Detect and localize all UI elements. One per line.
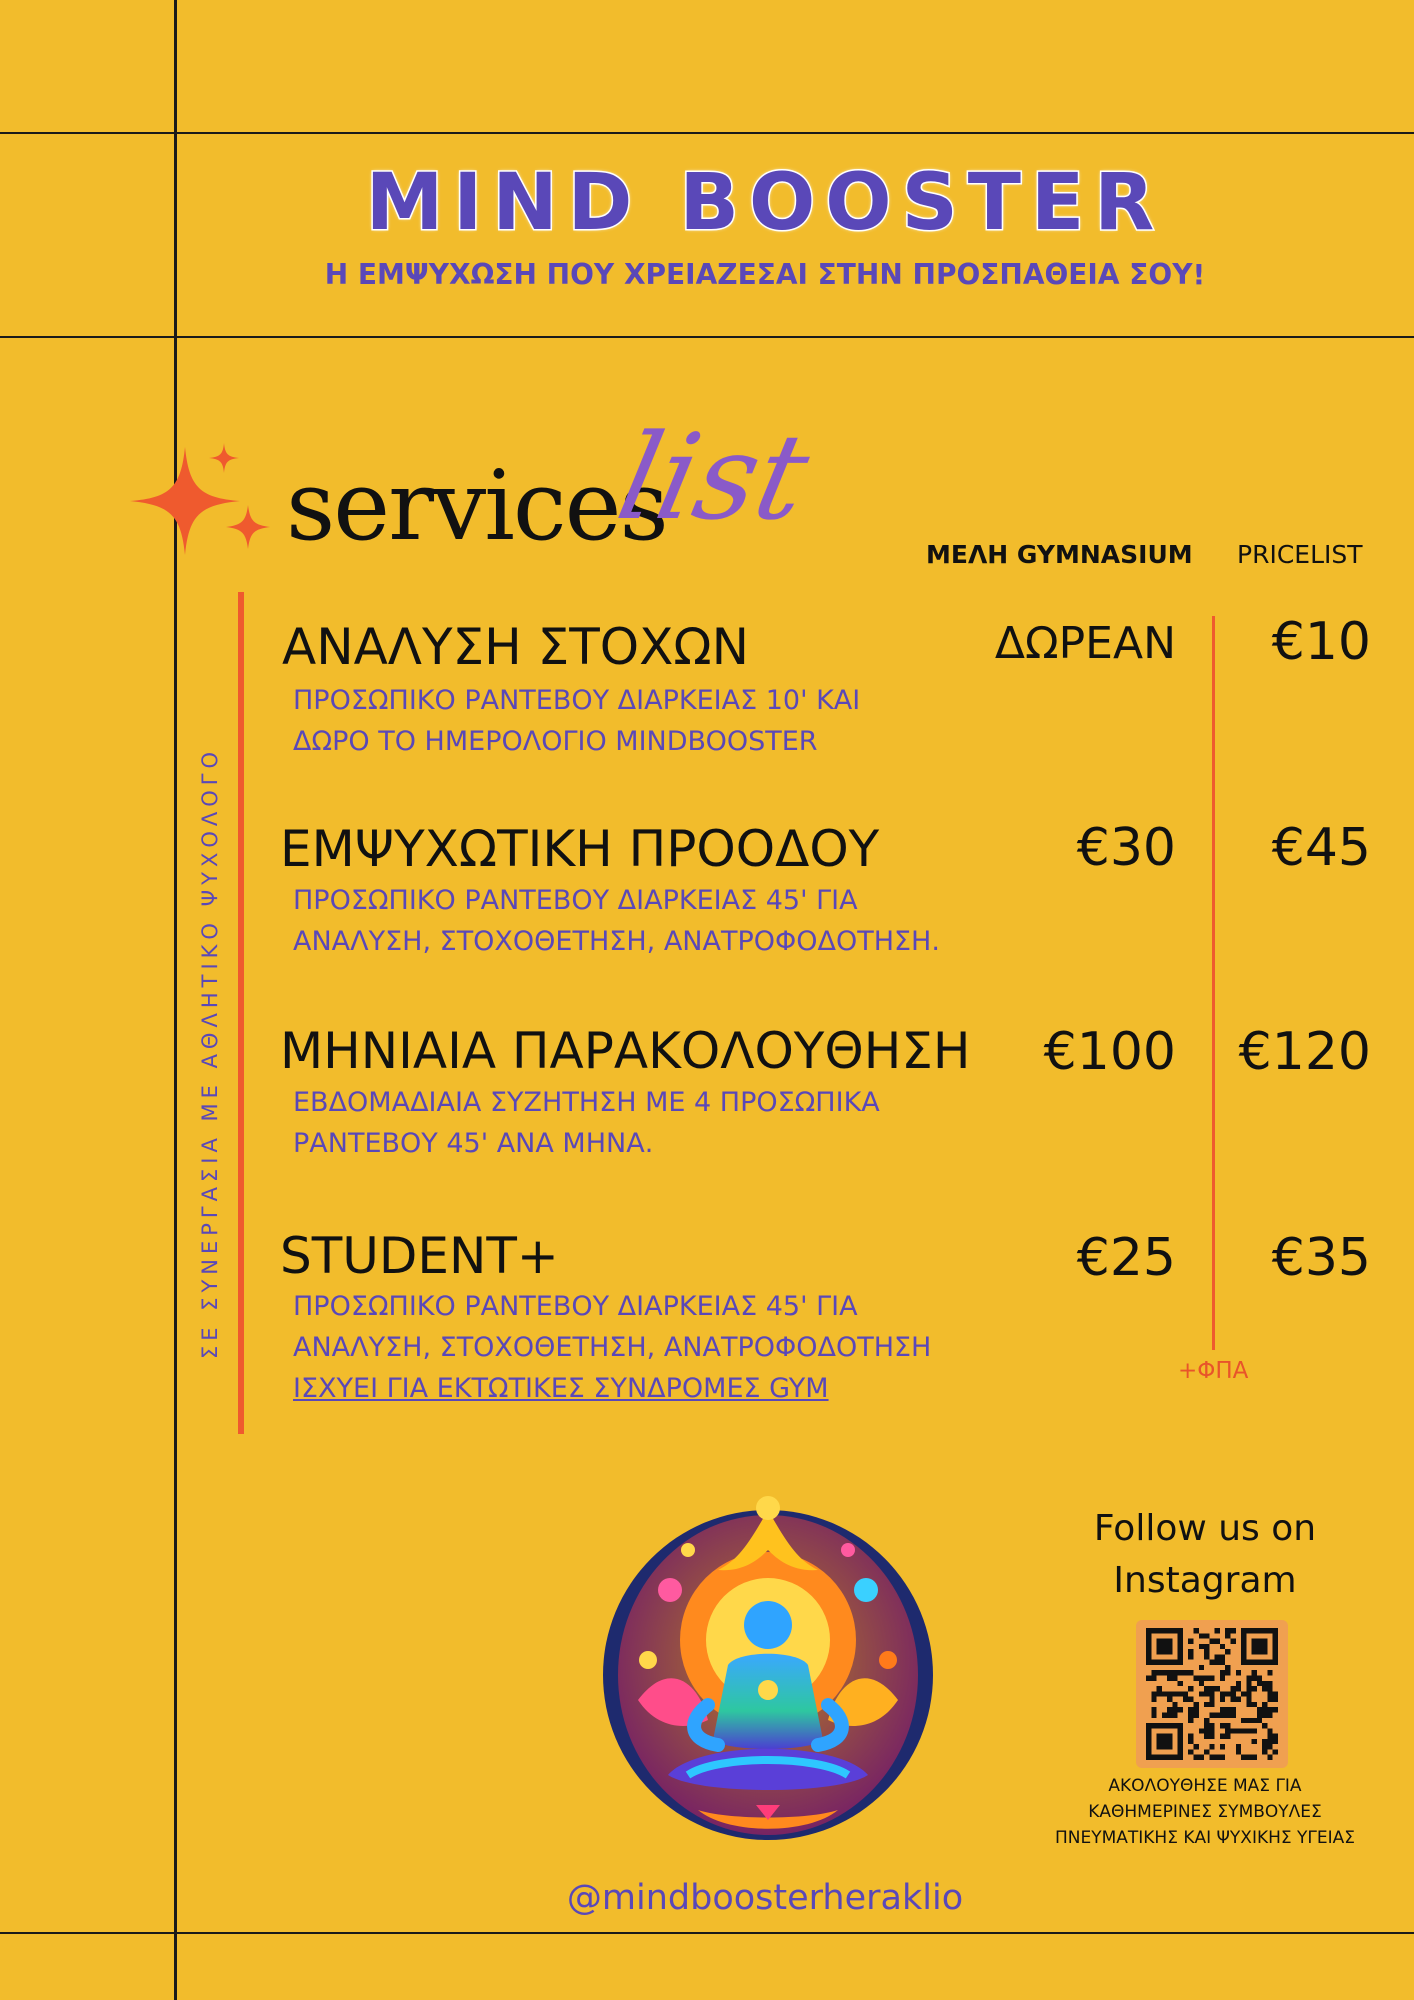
list-heading-script: list bbox=[607, 408, 821, 546]
frame-line-bottom bbox=[0, 1932, 1414, 1934]
service-description-line: ΔΩΡΟ ΤΟ ΗΜΕΡΟΛΟΓΙΟ MINDBOOSTER bbox=[293, 726, 818, 757]
service-description bbox=[293, 1286, 931, 1409]
qr-caption bbox=[1040, 1773, 1370, 1851]
follow-line: Instagram bbox=[1113, 1560, 1297, 1601]
service-description bbox=[293, 880, 940, 962]
member-price: €100 bbox=[1043, 1022, 1176, 1082]
service-description-line: ΑΝΑΛΥΣΗ, ΣΤΟΧΟΘΕΤΗΣΗ, ΑΝΑΤΡΟΦΟΔΟΤΗΣΗ. bbox=[293, 926, 940, 957]
brand-title: MIND BOOSTER bbox=[365, 158, 1165, 248]
meditation-figure-illustration bbox=[578, 1490, 958, 1870]
service-description-line: ΠΡΟΣΩΠΙΚΟ ΡΑΝΤΕΒΟΥ ΔΙΑΡΚΕΙΑΣ 10' ΚΑΙ bbox=[293, 685, 861, 716]
service-description bbox=[293, 1082, 880, 1164]
price-divider-line bbox=[1212, 616, 1215, 1350]
follow-line: Follow us on bbox=[1093, 1508, 1317, 1549]
service-description bbox=[293, 680, 860, 762]
price: €10 bbox=[1271, 612, 1371, 672]
price: €45 bbox=[1271, 818, 1371, 878]
service-name: STUDENT+ bbox=[280, 1227, 559, 1285]
service-description-line: ΑΝΑΛΥΣΗ, ΣΤΟΧΟΘΕΤΗΣΗ, ΑΝΑΤΡΟΦΟΔΟΤΗΣΗ bbox=[293, 1332, 932, 1363]
left-accent-line bbox=[238, 592, 244, 1434]
service-name: ΕΜΨΥΧΩΤΙΚΗ ΠΡΟΟΔΟΥ bbox=[280, 820, 880, 878]
service-description-line: ΕΒΔΟΜΑΔΙΑΙΑ ΣΥΖΗΤΗΣΗ ΜΕ 4 ΠΡΟΣΩΠΙΚΑ bbox=[293, 1087, 880, 1118]
member-price: €30 bbox=[1076, 818, 1176, 878]
service-description-line: ΠΡΟΣΩΠΙΚΟ ΡΑΝΤΕΒΟΥ ΔΙΑΡΚΕΙΑΣ 45' ΓΙΑ bbox=[293, 1291, 858, 1322]
qr-caption-line: ΚΑΘΗΜΕΡΙΝΕΣ ΣΥΜΒΟΥΛΕΣ bbox=[1088, 1802, 1322, 1822]
services-heading: services bbox=[286, 450, 667, 562]
qr-caption-line: ΑΚΟΛΟΥΘΗΣΕ ΜΑΣ ΓΙΑ bbox=[1108, 1776, 1302, 1796]
qr-code bbox=[1144, 1628, 1280, 1760]
column-header-members: ΜΕΛΗ GYMNASIUM bbox=[926, 540, 1193, 569]
service-name: ΑΝΑΛΥΣΗ ΣΤΟΧΩΝ bbox=[282, 618, 749, 676]
instagram-handle[interactable]: @mindboosterheraklio bbox=[566, 1878, 964, 1918]
instagram-follow-text bbox=[1060, 1503, 1350, 1607]
member-price: ΔΩΡΕΑΝ bbox=[994, 618, 1176, 669]
brand-tagline: Η ΕΜΨΥΧΩΣΗ ΠΟΥ ΧΡΕΙΑΖΕΣΑΙ ΣΤΗΝ ΠΡΟΣΠΑΘΕΙΑ ΣΟΥ! bbox=[324, 258, 1206, 291]
service-description-line: ΡΑΝΤΕΒΟΥ 45' ΑΝΑ ΜΗΝΑ. bbox=[293, 1128, 654, 1159]
vat-note: +ΦΠΑ bbox=[1178, 1358, 1249, 1384]
frame-line-top bbox=[0, 132, 1414, 134]
member-price: €25 bbox=[1076, 1228, 1176, 1288]
qr-caption-line: ΠΝΕΥΜΑΤΙΚΗΣ ΚΑΙ ΨΥΧΙΚΗΣ ΥΓΕΙΑΣ bbox=[1054, 1828, 1356, 1848]
price: €120 bbox=[1238, 1022, 1371, 1082]
column-header-pricelist: PRICELIST bbox=[1237, 540, 1363, 569]
gym-subscription-link[interactable]: ΙΣΧΥΕΙ ΓΙΑ ΕΚΤΩΤΙΚΕΣ ΣΥΝΔΡΟΜΕΣ GYM bbox=[293, 1373, 829, 1404]
frame-line-header-bottom bbox=[0, 336, 1414, 338]
vertical-collaboration-text: ΣΕ ΣΥΝΕΡΓΑΣΙΑ ΜΕ ΑΘΛΗΤΙΚΟ ΨΥΧΟΛΟΓΟ bbox=[198, 746, 222, 1360]
sparkle-icon bbox=[108, 435, 278, 565]
instagram-qr-code[interactable] bbox=[1136, 1620, 1288, 1768]
service-name: ΜΗΝΙΑΙΑ ΠΑΡΑΚΟΛΟΥΘΗΣΗ bbox=[280, 1022, 971, 1080]
price: €35 bbox=[1271, 1228, 1371, 1288]
frame-line-vertical bbox=[174, 0, 177, 2000]
service-description-line: ΠΡΟΣΩΠΙΚΟ ΡΑΝΤΕΒΟΥ ΔΙΑΡΚΕΙΑΣ 45' ΓΙΑ bbox=[293, 885, 858, 916]
